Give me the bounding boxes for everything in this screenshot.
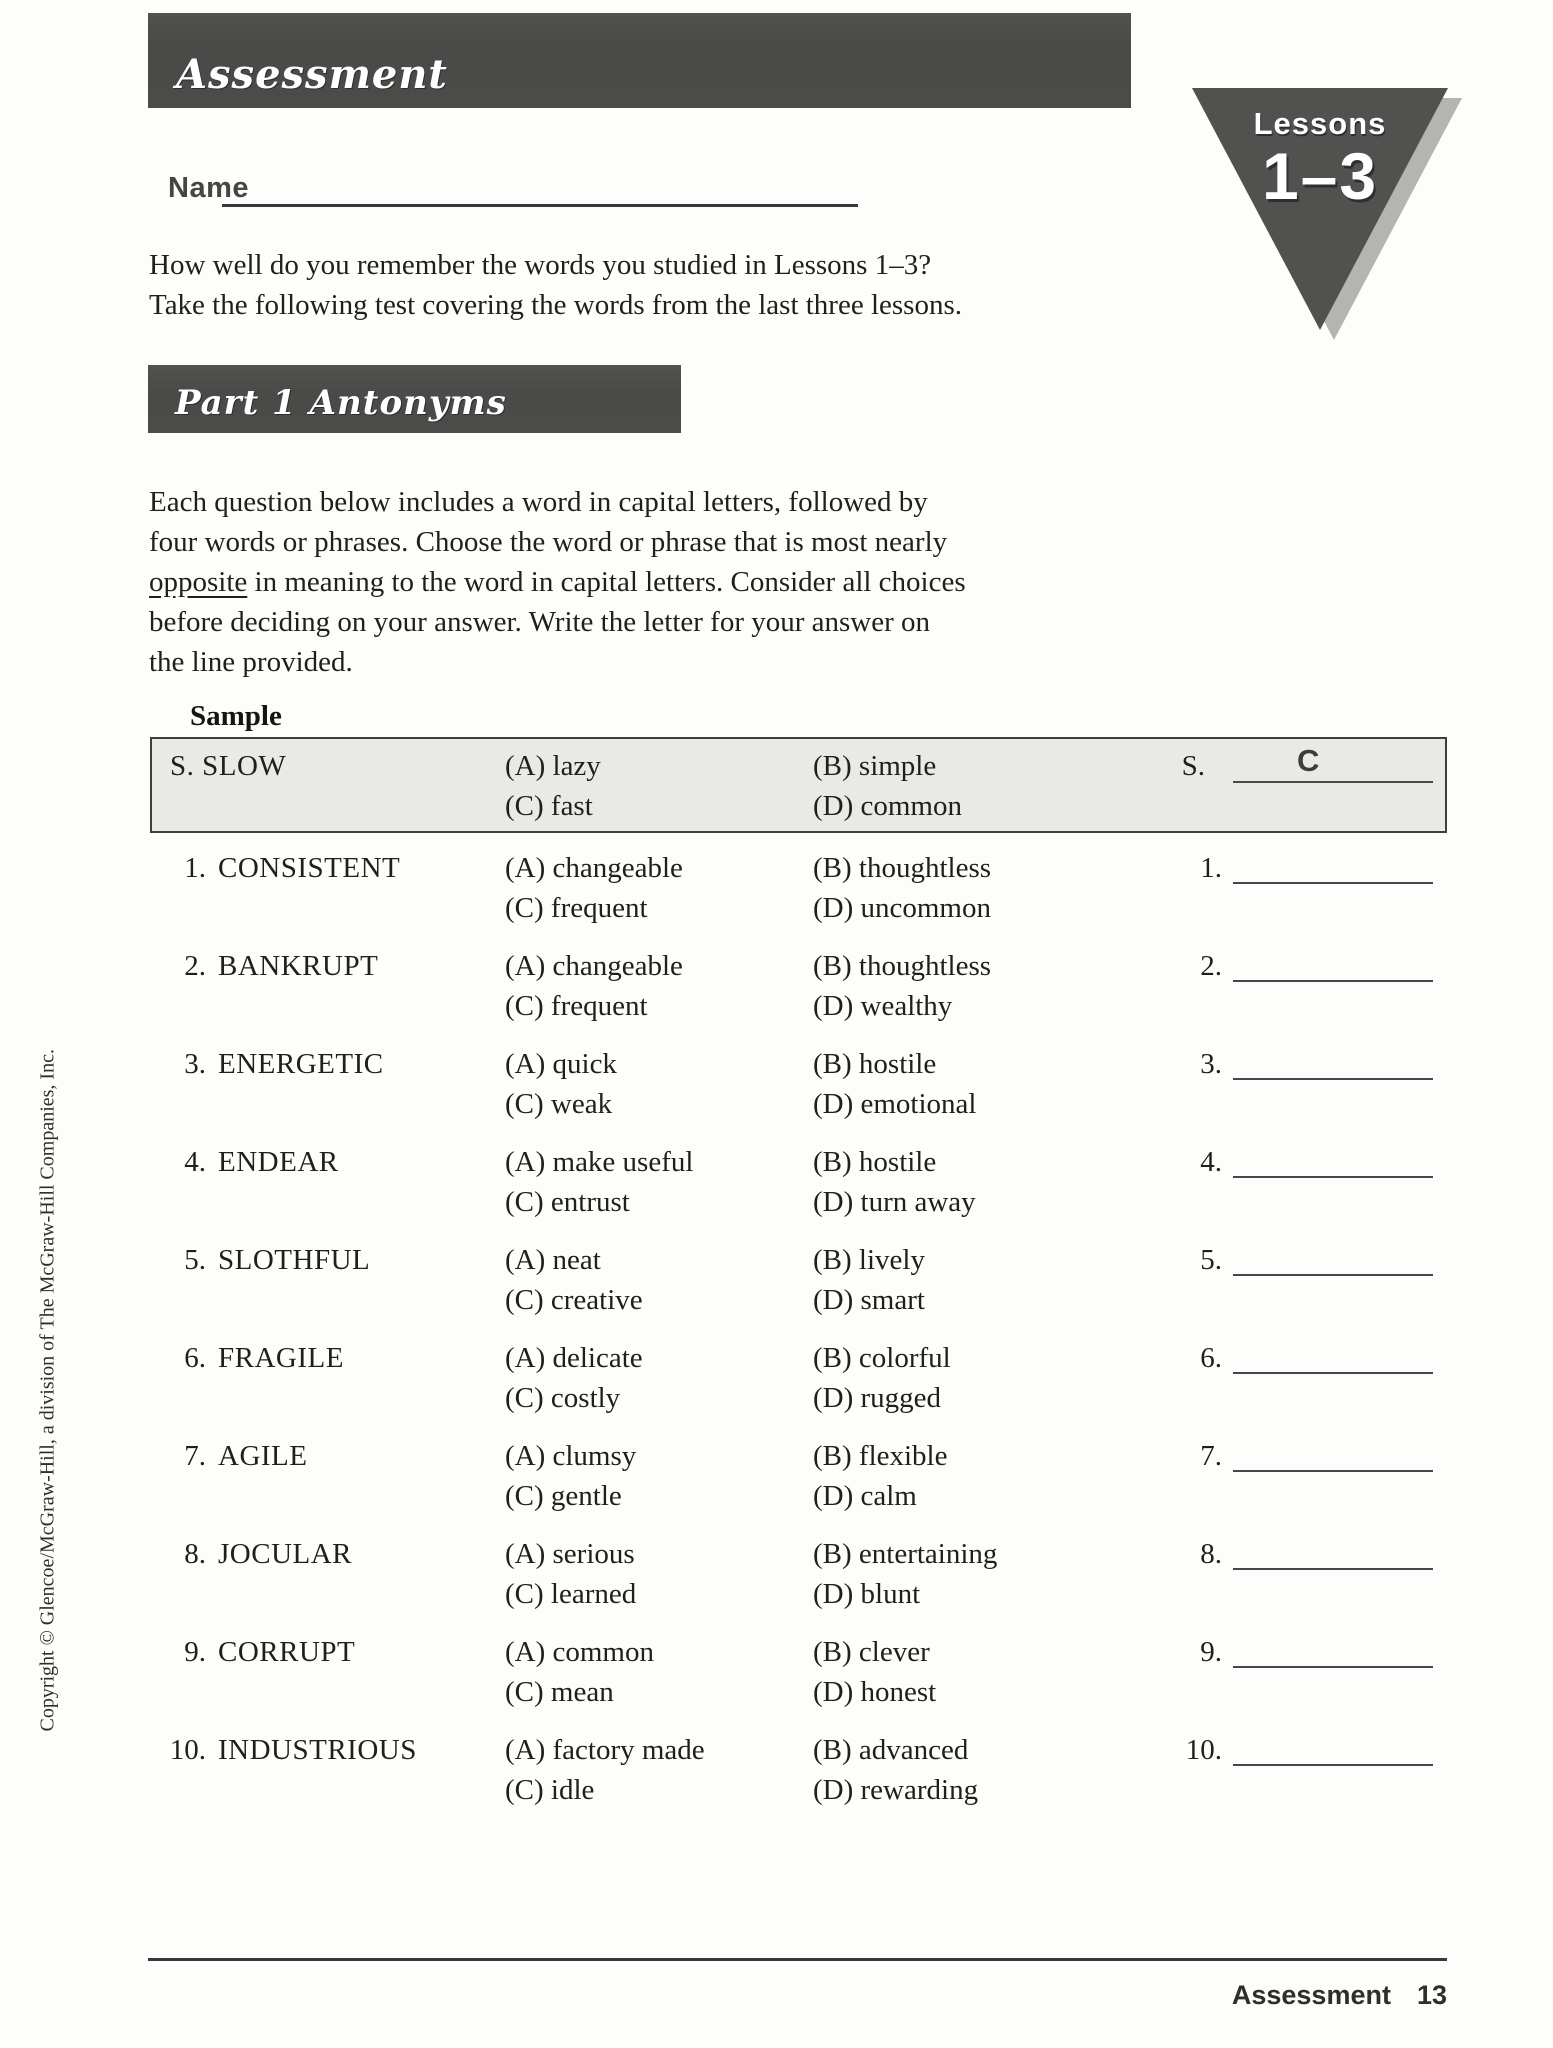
option-c: (C) frequent (505, 990, 648, 1022)
intro-line: Take the following test covering the words from the last three lessons. (149, 289, 962, 321)
question-word: INDUSTRIOUS (218, 1734, 417, 1766)
sample-option-b: (B) simple (813, 750, 937, 782)
question-word: SLOTHFUL (218, 1244, 371, 1276)
section-title: Part 1 Antonyms (175, 383, 507, 423)
option-c: (C) learned (505, 1578, 637, 1610)
answer-line[interactable] (1233, 882, 1433, 884)
answer-line[interactable] (1233, 980, 1433, 982)
option-d: (D) turn away (813, 1186, 976, 1218)
answer-number: 3. (1200, 1048, 1222, 1080)
answer-line[interactable] (1233, 1372, 1433, 1374)
option-d: (D) blunt (813, 1578, 921, 1610)
option-a: (A) common (505, 1636, 654, 1668)
option-b: (B) hostile (813, 1146, 937, 1178)
answer-line[interactable] (1233, 1470, 1433, 1472)
option-d: (D) emotional (813, 1088, 977, 1120)
answer-number: 1. (1200, 852, 1222, 884)
sample-answer-value: C (1297, 743, 1320, 778)
option-d: (D) rewarding (813, 1774, 979, 1806)
instructions-line (149, 602, 966, 642)
instructions-line (149, 482, 966, 522)
question-numword (130, 1048, 384, 1081)
option-a: (A) clumsy (505, 1440, 637, 1472)
question-number: 10. (169, 1734, 206, 1766)
option-b: (B) thoughtless (813, 852, 992, 884)
question-row (0, 1636, 1553, 1720)
instructions-line (149, 562, 966, 602)
assessment-header-bar (148, 13, 1131, 108)
option-d: (D) uncommon (813, 892, 991, 924)
sample-heading: Sample (190, 700, 282, 732)
option-d: (D) smart (813, 1284, 925, 1316)
option-d: (D) calm (813, 1480, 917, 1512)
badge-lessons-label: Lessons (1253, 106, 1387, 141)
question-number: 1. (184, 852, 206, 884)
question-numword (130, 1538, 352, 1571)
question-number: 8. (184, 1538, 206, 1570)
answer-line[interactable] (1233, 1666, 1433, 1668)
answer-number: 2. (1200, 950, 1222, 982)
answer-number: 8. (1200, 1538, 1222, 1570)
option-d: (D) wealthy (813, 990, 953, 1022)
sample-word: S. SLOW (170, 750, 287, 782)
question-row (0, 1146, 1553, 1230)
option-b: (B) clever (813, 1636, 930, 1668)
question-word: FRAGILE (218, 1342, 344, 1374)
answer-number: 7. (1200, 1440, 1222, 1472)
option-a: (A) make useful (505, 1146, 694, 1178)
option-a: (A) changeable (505, 852, 683, 884)
option-c: (C) creative (505, 1284, 643, 1316)
question-numword (130, 1636, 355, 1669)
question-row (0, 950, 1553, 1034)
instructions-text: Each question below includes a word in capital letters, followed by (149, 486, 928, 518)
sample-question-box (150, 737, 1447, 833)
option-b: (B) advanced (813, 1734, 969, 1766)
question-word: CORRUPT (218, 1636, 356, 1668)
question-numword (130, 1734, 417, 1767)
question-word: AGILE (218, 1440, 308, 1472)
footer (1232, 1980, 1447, 2011)
question-numword (130, 1440, 307, 1473)
option-b: (B) entertaining (813, 1538, 998, 1570)
option-c: (C) costly (505, 1382, 621, 1414)
answer-line[interactable] (1233, 1176, 1433, 1178)
question-number: 3. (184, 1048, 206, 1080)
option-c: (C) gentle (505, 1480, 622, 1512)
option-c: (C) entrust (505, 1186, 630, 1218)
question-row (0, 852, 1553, 936)
instructions-line (149, 522, 966, 562)
lessons-badge (1192, 88, 1448, 330)
instructions-text: in meaning to the word in capital letters. Consider all choices (247, 566, 966, 598)
instructions-paragraph (149, 482, 966, 682)
question-row (0, 1048, 1553, 1132)
answer-number: 10. (1185, 1734, 1222, 1766)
option-c: (C) mean (505, 1676, 614, 1708)
question-word: BANKRUPT (218, 950, 379, 982)
answer-line[interactable] (1233, 1274, 1433, 1276)
answer-line[interactable] (1233, 1568, 1433, 1570)
question-word: CONSISTENT (218, 852, 401, 884)
option-d: (D) rugged (813, 1382, 942, 1414)
footer-rule (148, 1958, 1447, 1961)
question-word: ENERGETIC (218, 1048, 384, 1080)
question-row (0, 1342, 1553, 1426)
part1-section-bar (148, 365, 681, 433)
footer-page-number: 13 (1416, 1980, 1447, 2010)
question-number: 6. (184, 1342, 206, 1374)
question-numword (130, 1342, 344, 1375)
option-b: (B) flexible (813, 1440, 948, 1472)
question-word: ENDEAR (218, 1146, 339, 1178)
option-b: (B) hostile (813, 1048, 937, 1080)
intro-paragraph (149, 245, 962, 325)
sample-option-a: (A) lazy (505, 750, 601, 782)
question-numword (130, 950, 378, 983)
name-label: Name (168, 172, 249, 204)
option-a: (A) changeable (505, 950, 683, 982)
copyright-sidebar-text: Copyright © Glencoe/McGraw-Hill, a division of The McGraw-Hill Companies, Inc. (36, 1049, 59, 1732)
answer-number: 5. (1200, 1244, 1222, 1276)
answer-number: 4. (1200, 1146, 1222, 1178)
sample-answer-line[interactable] (1233, 781, 1433, 783)
option-a: (A) quick (505, 1048, 617, 1080)
sample-answer-number: S. (1181, 750, 1205, 782)
intro-line: How well do you remember the words you studied in Lessons 1–3? (149, 249, 932, 281)
instructions-text: before deciding on your answer. Write the letter for your answer on (149, 606, 931, 638)
option-b: (B) colorful (813, 1342, 951, 1374)
sample-option-d: (D) common (813, 790, 962, 822)
question-row (0, 1538, 1553, 1622)
question-numword (130, 1244, 370, 1277)
instructions-text: four words or phrases. Choose the word or phrase that is most nearly (149, 526, 948, 558)
question-word: JOCULAR (218, 1538, 353, 1570)
option-d: (D) honest (813, 1676, 937, 1708)
footer-section-label: Assessment (1231, 1980, 1391, 2010)
question-numword (130, 852, 400, 885)
page-title: Assessment (176, 51, 448, 98)
option-b: (B) thoughtless (813, 950, 992, 982)
badge-lesson-range: 1–3 (1261, 139, 1379, 213)
question-number: 5. (184, 1244, 206, 1276)
question-number: 7. (184, 1440, 206, 1472)
option-a: (A) factory made (505, 1734, 705, 1766)
answer-number: 9. (1200, 1636, 1222, 1668)
option-b: (B) lively (813, 1244, 925, 1276)
question-row (0, 1244, 1553, 1328)
option-a: (A) serious (505, 1538, 635, 1570)
question-numword (130, 1146, 339, 1179)
option-c: (C) idle (505, 1774, 595, 1806)
question-row (0, 1734, 1553, 1818)
option-c: (C) frequent (505, 892, 648, 924)
name-input-line[interactable] (222, 204, 858, 207)
option-a: (A) delicate (505, 1342, 643, 1374)
instructions-text: the line provided. (149, 646, 353, 678)
underlined-word: opposite (149, 566, 248, 598)
question-number: 9. (184, 1636, 206, 1668)
option-c: (C) weak (505, 1088, 613, 1120)
question-number: 2. (184, 950, 206, 982)
answer-line[interactable] (1233, 1764, 1433, 1766)
instructions-line (149, 642, 966, 682)
question-row (0, 1440, 1553, 1524)
question-number: 4. (184, 1146, 206, 1178)
answer-line[interactable] (1233, 1078, 1433, 1080)
answer-number: 6. (1200, 1342, 1222, 1374)
sample-option-c: (C) fast (505, 790, 593, 822)
option-a: (A) neat (505, 1244, 601, 1276)
